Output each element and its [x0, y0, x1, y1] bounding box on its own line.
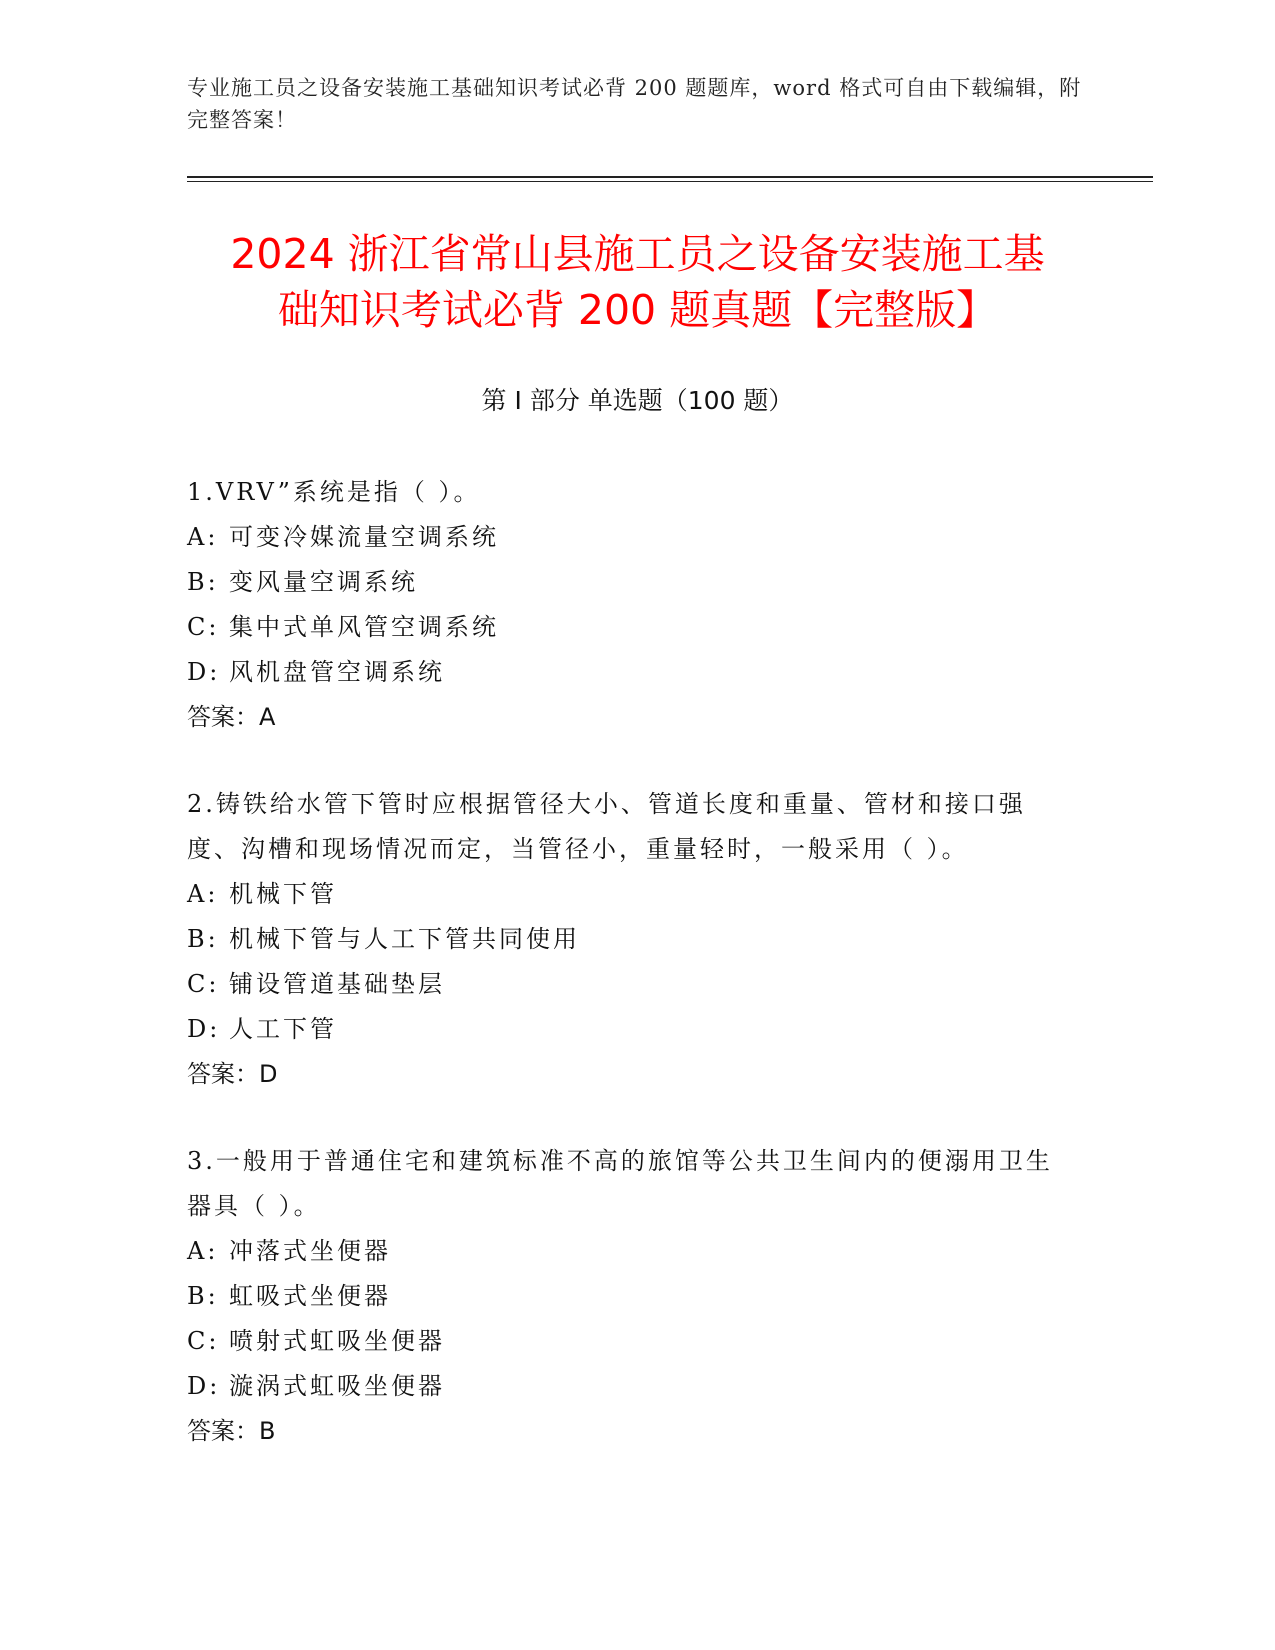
option-text: 风机盘管空调系统: [229, 658, 445, 686]
question-2: [187, 782, 1067, 1097]
header-divider-thick: [187, 176, 1153, 178]
option-c: [187, 605, 1067, 650]
option-text: 机械下管与人工下管共同使用: [229, 925, 580, 953]
title-line-1: 2024 浙江省常山县施工员之设备安装施工基: [230, 230, 1045, 278]
option-d: [187, 1007, 1067, 1052]
title-line-2: 础知识考试必背 200 题真题【完整版】: [277, 286, 998, 334]
answer: 答案：D: [187, 1060, 278, 1088]
option-d: [187, 1364, 1067, 1409]
option-text: 集中式单风管空调系统: [229, 613, 499, 641]
section-title: 第 I 部分 单选题（100 题）: [481, 386, 794, 415]
option-text: 铺设管道基础垫层: [229, 970, 445, 998]
question-stem: 3.一般用于普通住宅和建筑标准不高的旅馆等公共卫生间内的便溺用卫生器具（ ）。: [187, 1147, 1053, 1220]
header-note: 专业施工员之设备安装施工基础知识考试必背 200 题题库，word 格式可自由下载编辑，附完整答案！: [187, 76, 1082, 132]
option-text: 喷射式虹吸坐便器: [229, 1327, 445, 1355]
option-letter: C:: [187, 1327, 220, 1355]
option-text: 人工下管: [229, 1015, 337, 1043]
option-text: 可变冷媒流量空调系统: [229, 523, 499, 551]
option-d: [187, 650, 1067, 695]
option-b: [187, 1274, 1067, 1319]
option-letter: B:: [187, 925, 219, 953]
answer: 答案：B: [187, 1417, 276, 1445]
option-text: 机械下管: [229, 880, 337, 908]
option-letter: D:: [187, 658, 221, 686]
header-divider-thin: [187, 181, 1153, 182]
option-text: 冲落式坐便器: [229, 1237, 391, 1265]
answer: 答案：A: [187, 703, 276, 731]
option-letter: D:: [187, 1015, 221, 1043]
option-b: [187, 917, 1067, 962]
option-letter: C:: [187, 613, 220, 641]
option-a: [187, 515, 1067, 560]
document-title: [140, 226, 1135, 338]
option-a: [187, 1229, 1067, 1274]
option-a: [187, 872, 1067, 917]
option-text: 虹吸式坐便器: [229, 1282, 391, 1310]
option-letter: A:: [187, 523, 219, 551]
question-stem: 2.铸铁给水管下管时应根据管径大小、管道长度和重量、管材和接口强度、沟槽和现场情况而定，当管径小，重量轻时，一般采用（ ）。: [187, 790, 1026, 863]
question-list: [187, 470, 1067, 1496]
option-c: [187, 962, 1067, 1007]
option-b: [187, 560, 1067, 605]
question-1: [187, 470, 1067, 740]
option-c: [187, 1319, 1067, 1364]
option-letter: B:: [187, 1282, 219, 1310]
option-text: 变风量空调系统: [229, 568, 418, 596]
option-letter: D:: [187, 1372, 221, 1400]
question-3: [187, 1139, 1067, 1454]
question-stem: 1.VRV”系统是指（ ）。: [187, 478, 481, 506]
option-text: 漩涡式虹吸坐便器: [229, 1372, 445, 1400]
option-letter: A:: [187, 880, 219, 908]
option-letter: A:: [187, 1237, 219, 1265]
option-letter: B:: [187, 568, 219, 596]
option-letter: C:: [187, 970, 220, 998]
